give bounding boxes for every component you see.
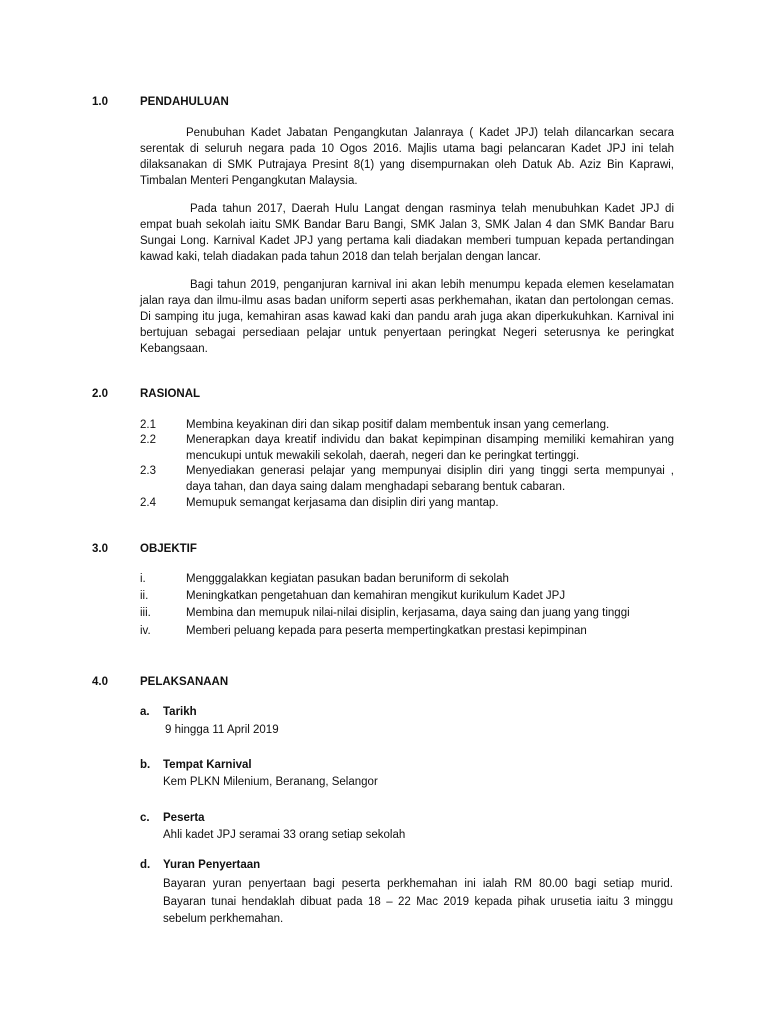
subsection-label-tarikh: Tarikh xyxy=(163,706,197,718)
subsection-value: Ahli kadet JPJ seramai 33 orang setiap sekolah xyxy=(163,829,406,841)
section-title-pendahuluan: PENDAHULUAN xyxy=(140,96,229,108)
list-item-text xyxy=(186,417,674,433)
subsection-label-peserta: Peserta xyxy=(163,812,205,824)
list-item-number: 2.4 xyxy=(140,497,156,509)
paragraph-line: kawad kaki, telah diadakan pada tahun 2018 dan telah berjalan dengan lancar. xyxy=(140,251,541,263)
objective-number: ii. xyxy=(140,590,149,602)
subsection-letter: a. xyxy=(140,706,150,718)
subsection-label-tempat: Tempat Karnival xyxy=(163,759,252,771)
list-item-text xyxy=(186,433,674,464)
paragraph-line: Pada tahun 2017, Daerah Hulu Langat dengan rasminya telah menubuhkan Kadet JPJ di xyxy=(190,203,674,215)
list-item-line: mencukupi untuk mewakili sekolah, daerah, negeri dan ke peringkat tertinggi. xyxy=(186,449,580,462)
subsection-value: 9 hingga 11 April 2019 xyxy=(165,724,279,736)
list-item-line: Memupuk semangat kerjasama dan disiplin diri yang mantap. xyxy=(186,497,499,509)
objective-text: Mengggalakkan kegiatan pasukan badan beruniform di sekolah xyxy=(186,573,509,585)
objective-text: Meningkatkan pengetahuan dan kemahiran mengikut kurikulum Kadet JPJ xyxy=(186,590,566,602)
subsection-label-yuran: Yuran Penyertaan xyxy=(163,859,261,871)
section-number: 1.0 xyxy=(92,96,108,108)
intro-paragraph-1 xyxy=(140,125,674,189)
paragraph-line: Sungai Long. Karnival Kadet JPJ yang pertama kali diadakan memberi tumpuan kepada pertandingan xyxy=(140,235,674,247)
paragraph-line: empat buah sekolah iaitu SMK Bandar Baru Bangi, SMK Jalan 3, SMK Jalan 4 dan SMK Bandar Baru xyxy=(140,219,674,231)
section-number: 3.0 xyxy=(92,543,108,555)
list-item-number: 2.1 xyxy=(140,419,156,431)
objective-text: Membina dan memupuk nilai-nilai disiplin, kerjasama, daya saing dan juang yang tinggi xyxy=(186,607,630,619)
paragraph-line: Di samping itu juga, kemahiran asas kawad kaki dan pandu arah juga akan diperkukuhkan. Karnival ini xyxy=(140,311,674,323)
paragraph-line: Bayaran tunai hendaklah dibuat pada 18 – 22 Mac 2019 kepada pihak urusetia iaitu 3 minggu xyxy=(163,895,673,908)
section-number: 4.0 xyxy=(92,676,108,688)
subsection-letter: c. xyxy=(140,812,150,824)
list-item-number: 2.3 xyxy=(140,465,156,477)
paragraph-line: serentak di seluruh negara pada 10 Ogos 2016. Majlis utama bagi pelancaran Kadet JPJ ini telah xyxy=(140,143,674,155)
list-item-line: Membina keyakinan diri dan sikap positif dalam membentuk insan yang cemerlang. xyxy=(186,419,610,431)
subsection-paragraph xyxy=(163,876,673,929)
section-title-rasional: RASIONAL xyxy=(140,388,201,400)
paragraph-line: bertujuan sebagai persediaan pelajar untuk penyertaan peringkat Negeri seterusnya ke peringkat xyxy=(140,327,674,339)
intro-paragraph-2 xyxy=(140,201,674,265)
subsection-letter: d. xyxy=(140,859,151,871)
list-item-text xyxy=(186,464,674,495)
paragraph-line: dilaksanakan di SMK Putrajaya Presint 8(1) yang disempurnakan oleh Datuk Ab. Aziz Bin Kaprawi, xyxy=(140,159,674,171)
paragraph-line: Penubuhan Kadet Jabatan Pengangkutan Jalanraya ( Kadet JPJ) telah dilancarkan secara xyxy=(186,127,674,139)
paragraph-line: Kebangsaan. xyxy=(140,343,208,355)
section-number: 2.0 xyxy=(92,388,108,400)
subsection-letter: b. xyxy=(140,759,151,771)
intro-paragraph-3 xyxy=(140,277,674,357)
objective-text: Memberi peluang kepada para peserta mempertingkatkan prestasi kepimpinan xyxy=(186,625,587,637)
subsection-value: Kem PLKN Milenium, Beranang, Selangor xyxy=(163,776,378,788)
list-item-text xyxy=(186,495,674,511)
paragraph-line: Bagi tahun 2019, penganjuran karnival ini akan lebih menumpu kepada elemen keselamatan xyxy=(190,279,674,291)
paragraph-line: Bayaran yuran penyertaan bagi peserta perkhemahan ini ialah RM 80.00 bagi setiap murid. xyxy=(163,878,673,890)
section-title-pelaksanaan: PELAKSANAAN xyxy=(140,676,229,688)
list-item-line: daya tahan, dan daya saing dalam menghadapi sebarang bentuk cabaran. xyxy=(186,480,566,493)
objective-number: i. xyxy=(140,573,146,585)
section-title-objektif: OBJEKTIF xyxy=(140,543,197,555)
paragraph-line: sebelum perkhemahan. xyxy=(163,913,284,925)
objective-number: iii. xyxy=(140,607,151,619)
list-item-line: Menerapkan daya kreatif individu dan bakat kepimpinan disamping memiliki kemahiran yang xyxy=(186,434,674,446)
objective-number: iv. xyxy=(140,625,151,637)
paragraph-line: Timbalan Menteri Pengangkutan Malaysia. xyxy=(140,175,358,187)
list-item-line: Menyediakan generasi pelajar yang mempunyai disiplin diri yang tinggi serta mempunyai , xyxy=(186,465,674,477)
list-item-number: 2.2 xyxy=(140,434,156,446)
paragraph-line: jalan raya dan ilmu-ilmu asas badan uniform seperti asas perkhemahan, ikatan dan pertolongan cemas. xyxy=(140,295,674,307)
